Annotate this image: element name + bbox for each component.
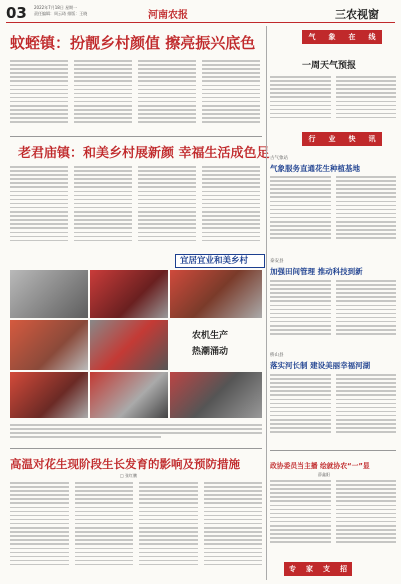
- header-rule: [6, 22, 395, 23]
- tag-news-2: 快: [348, 135, 356, 143]
- tag-weather-0: 气: [308, 33, 316, 41]
- banner: [175, 254, 265, 268]
- article-3-body: [10, 482, 262, 580]
- article-4-body: [270, 176, 396, 252]
- photo-caption-title-2: 热潮涌动: [192, 347, 229, 357]
- forecast-title: 一周天气预报: [302, 61, 357, 71]
- divider-2: [10, 448, 262, 449]
- article-7-title: 政协委员当主播 绘就协农“一”显: [270, 462, 370, 470]
- tag-expert-2: 支: [323, 565, 330, 573]
- tag-news-1: 业: [328, 135, 336, 143]
- article-5-title: 加强田间管理 推动科技到新: [270, 267, 363, 276]
- tag-weather-2: 在: [348, 33, 356, 41]
- tag-weather: [302, 30, 382, 44]
- section-name: 三农视窗: [335, 8, 379, 21]
- photo-5: [90, 320, 168, 370]
- article-4-kicker: 古气象站: [270, 156, 288, 161]
- photo-2: [90, 270, 168, 318]
- tag-weather-3: 线: [368, 33, 376, 41]
- banner-text: 宜居宜业和美乡村: [180, 256, 249, 266]
- photo-7: [90, 372, 168, 418]
- tag-weather-1: 象: [328, 33, 336, 41]
- tag-news-0: 行: [308, 135, 316, 143]
- column-divider: [266, 26, 267, 580]
- photo-caption-body: [10, 424, 262, 444]
- forecast-body: [270, 76, 396, 126]
- article-7-byline: 薛鑫阳: [318, 472, 330, 477]
- article-6-body: [270, 374, 396, 446]
- photo-4: [10, 320, 88, 370]
- photo-1: [10, 270, 88, 318]
- article-5-kicker: 泰安县: [270, 259, 284, 264]
- photo-caption-title-1: 农机生产: [192, 331, 229, 341]
- article-3-title: 高温对花生现阶段生长发育的影响及预防措施: [10, 457, 240, 471]
- divider-3: [270, 450, 396, 451]
- photo-3: [170, 270, 262, 318]
- article-6-kicker: 桥山县: [270, 353, 284, 358]
- article-7-body: [270, 480, 396, 556]
- article-6-title: 落实河长制 建设美丽幸福河湖: [270, 361, 371, 370]
- article-1-body: [10, 60, 260, 134]
- article-2-body: [10, 166, 260, 254]
- editor-line: 责任编辑：周云琦 排版：王晓: [34, 11, 88, 16]
- tag-expert-0: 专: [289, 565, 296, 573]
- photo-6: [10, 372, 88, 418]
- masthead: 河南农报: [148, 10, 188, 21]
- tag-expert-3: 招: [340, 565, 347, 573]
- article-2-title: 老君庙镇：和美乡村展新颜 幸福生活成色足: [18, 146, 270, 161]
- article-5-body: [270, 280, 396, 346]
- article-4-title: 气象服务直通花生种植基地: [270, 164, 360, 173]
- divider-1: [10, 136, 262, 137]
- tag-expert-1: 家: [306, 565, 313, 573]
- tag-expert: [284, 562, 352, 576]
- tag-news: [302, 132, 382, 146]
- photo-8: [170, 372, 262, 418]
- article-1-title: 蚊蛭镇：扮靓乡村颜值 擦亮振兴底色: [10, 34, 256, 52]
- photo-caption-box: [170, 320, 262, 370]
- page-number: 03: [6, 4, 27, 22]
- tag-news-3: 讯: [368, 135, 376, 143]
- date-line: 2022年7月18日 星期一: [34, 5, 78, 10]
- article-3-byline: □ 张红鹏: [120, 473, 138, 478]
